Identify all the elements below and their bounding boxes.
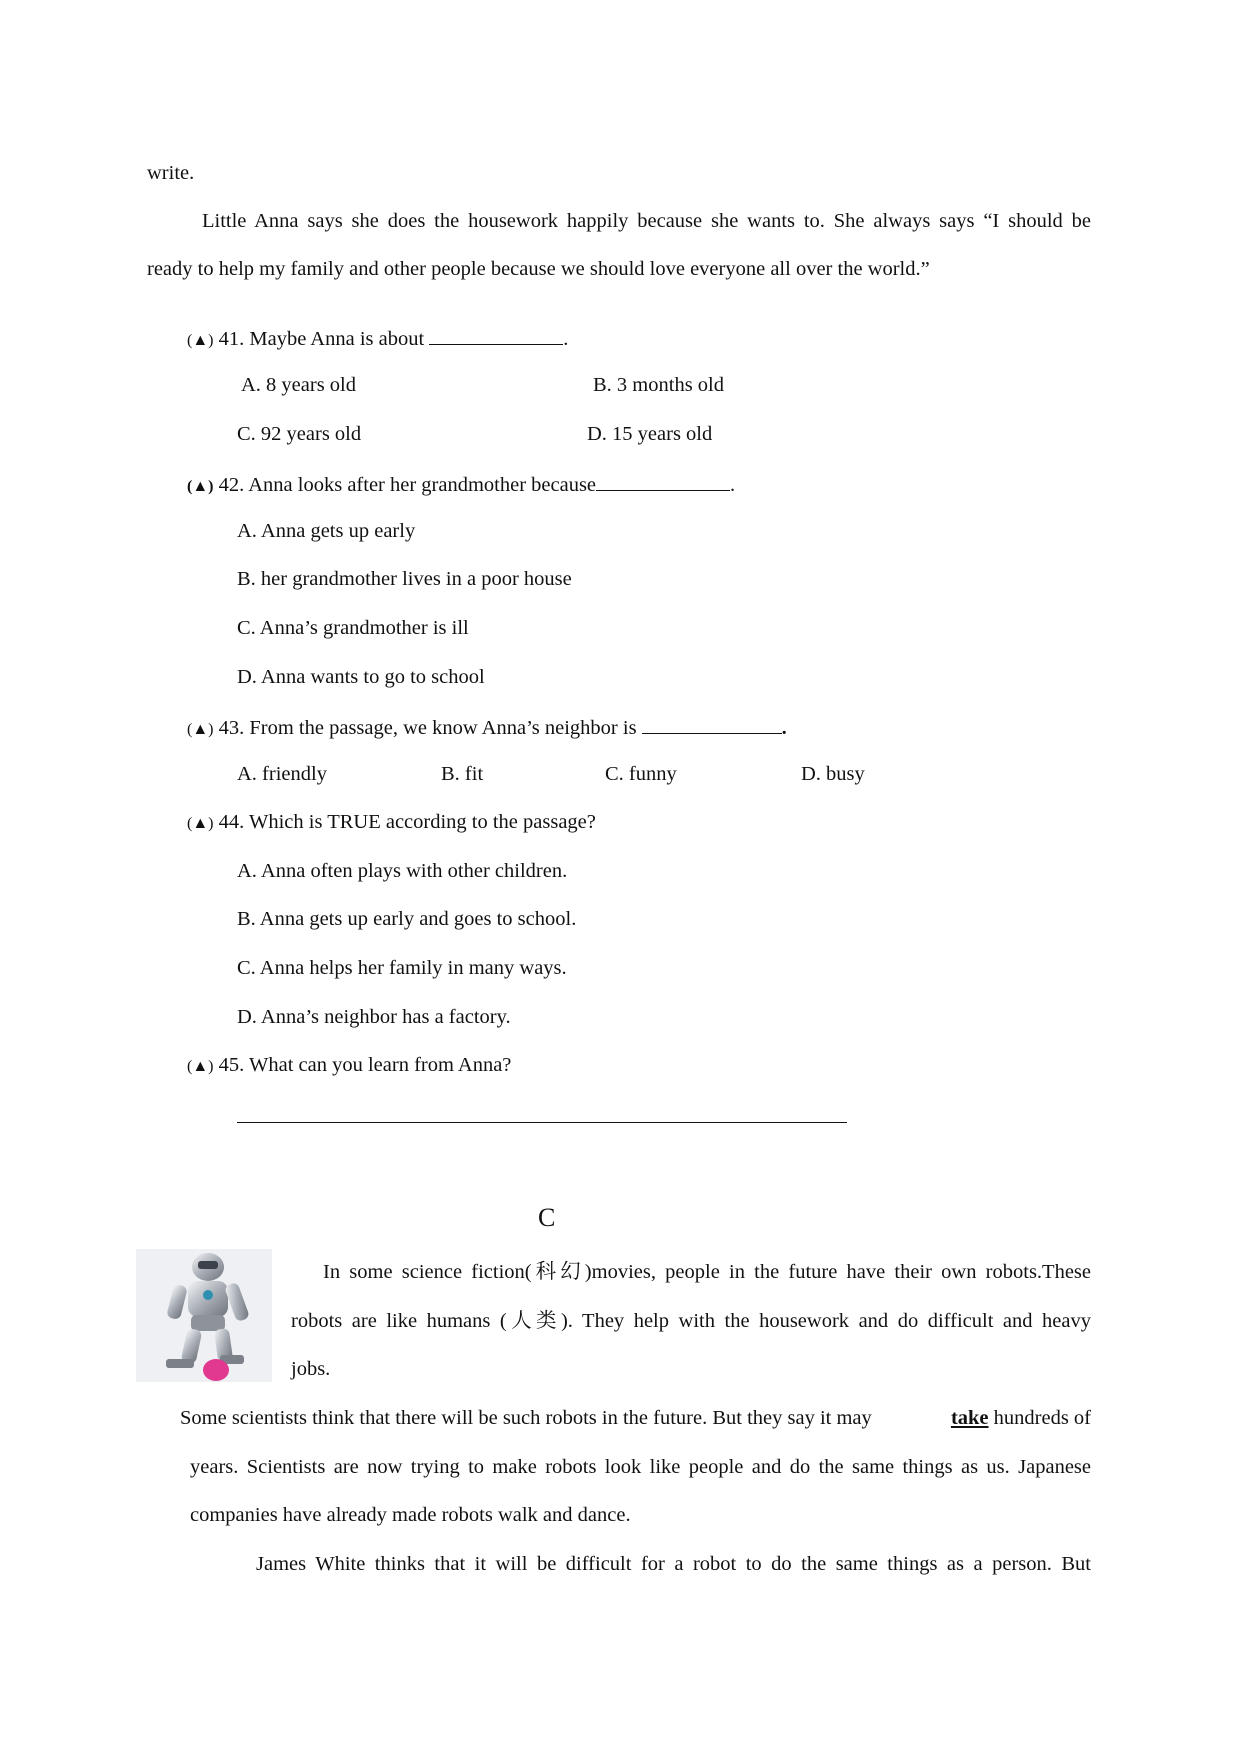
question-41 (187, 326, 568, 350)
section-heading: C (538, 1203, 556, 1232)
passage-line: James White thinks that it will be difficult for a robot to do the same things as a person. But (256, 1553, 1091, 1575)
question-end: . (563, 328, 569, 350)
question-stem: 41. Maybe Anna is about (218, 328, 425, 350)
option-d[interactable]: D. Anna wants to go to school (237, 666, 485, 688)
question-stem: 45. What can you learn from Anna? (218, 1054, 512, 1076)
option-d[interactable]: D. busy (801, 763, 865, 785)
option-a[interactable]: A. Anna gets up early (237, 520, 416, 542)
question-marker: (▲) (187, 721, 214, 738)
question-stem: 44. Which is TRUE according to the passage? (218, 811, 596, 833)
robot-image (136, 1249, 272, 1382)
question-45 (187, 1055, 511, 1076)
option-c[interactable]: C. funny (605, 763, 677, 785)
passage-line: companies have already made robots walk and dance. (190, 1504, 631, 1526)
option-a[interactable]: A. Anna often plays with other children. (237, 860, 568, 882)
passage-line: In some science fiction(科幻)movies, people in the future have their own robots.These (323, 1261, 1091, 1283)
question-44 (187, 812, 596, 833)
answer-blank[interactable] (596, 472, 730, 491)
passage-line: robots are like humans (人类). They help with the housework and do difficult and heavy (291, 1310, 1091, 1332)
passage-line: jobs. (291, 1358, 331, 1380)
question-42 (187, 472, 735, 496)
answer-blank[interactable] (642, 715, 782, 734)
option-c[interactable]: C. Anna helps her family in many ways. (237, 957, 567, 979)
question-marker: (▲) (187, 815, 214, 832)
option-d[interactable]: D. 15 years old (587, 423, 713, 445)
robot-icon (136, 1249, 272, 1382)
question-stem: 42. Anna looks after her grandmother because (218, 474, 597, 496)
question-43 (187, 715, 787, 739)
option-b[interactable]: B. fit (441, 763, 484, 785)
passage-text: Some scientists think that there will be such robots in the future. But they say it may (180, 1407, 872, 1429)
highlighted-word: take (950, 1407, 989, 1429)
question-end: . (781, 717, 787, 739)
question-marker: (▲) (187, 478, 214, 495)
question-stem: 43. From the passage, we know Anna’s neighbor is (218, 717, 637, 739)
passage-line: years. Scientists are now trying to make robots look like people and do the same things as us. Japanese (190, 1456, 1091, 1478)
passage-line: write. (147, 162, 195, 184)
answer-blank[interactable] (429, 326, 563, 345)
passage-line: ready to help my family and other people because we should love everyone all over the world.” (147, 258, 930, 280)
question-marker: (▲) (187, 332, 214, 349)
question-marker: (▲) (187, 1058, 214, 1075)
passage-line (180, 1408, 1091, 1429)
option-c[interactable]: C. 92 years old (237, 423, 362, 445)
option-b[interactable]: B. Anna gets up early and goes to school. (237, 908, 577, 930)
passage-text: hundreds of (993, 1407, 1091, 1429)
answer-line[interactable] (237, 1122, 847, 1123)
option-b[interactable]: B. her grandmother lives in a poor house (237, 568, 572, 590)
option-c[interactable]: C. Anna’s grandmother is ill (237, 617, 469, 639)
option-a[interactable]: A. 8 years old (241, 374, 357, 396)
option-a[interactable]: A. friendly (237, 763, 327, 785)
option-b[interactable]: B. 3 months old (593, 374, 724, 396)
question-end: . (730, 474, 736, 496)
option-d[interactable]: D. Anna’s neighbor has a factory. (237, 1006, 511, 1028)
passage-line: Little Anna says she does the housework happily because she wants to. She always says “I should be (202, 210, 1091, 232)
